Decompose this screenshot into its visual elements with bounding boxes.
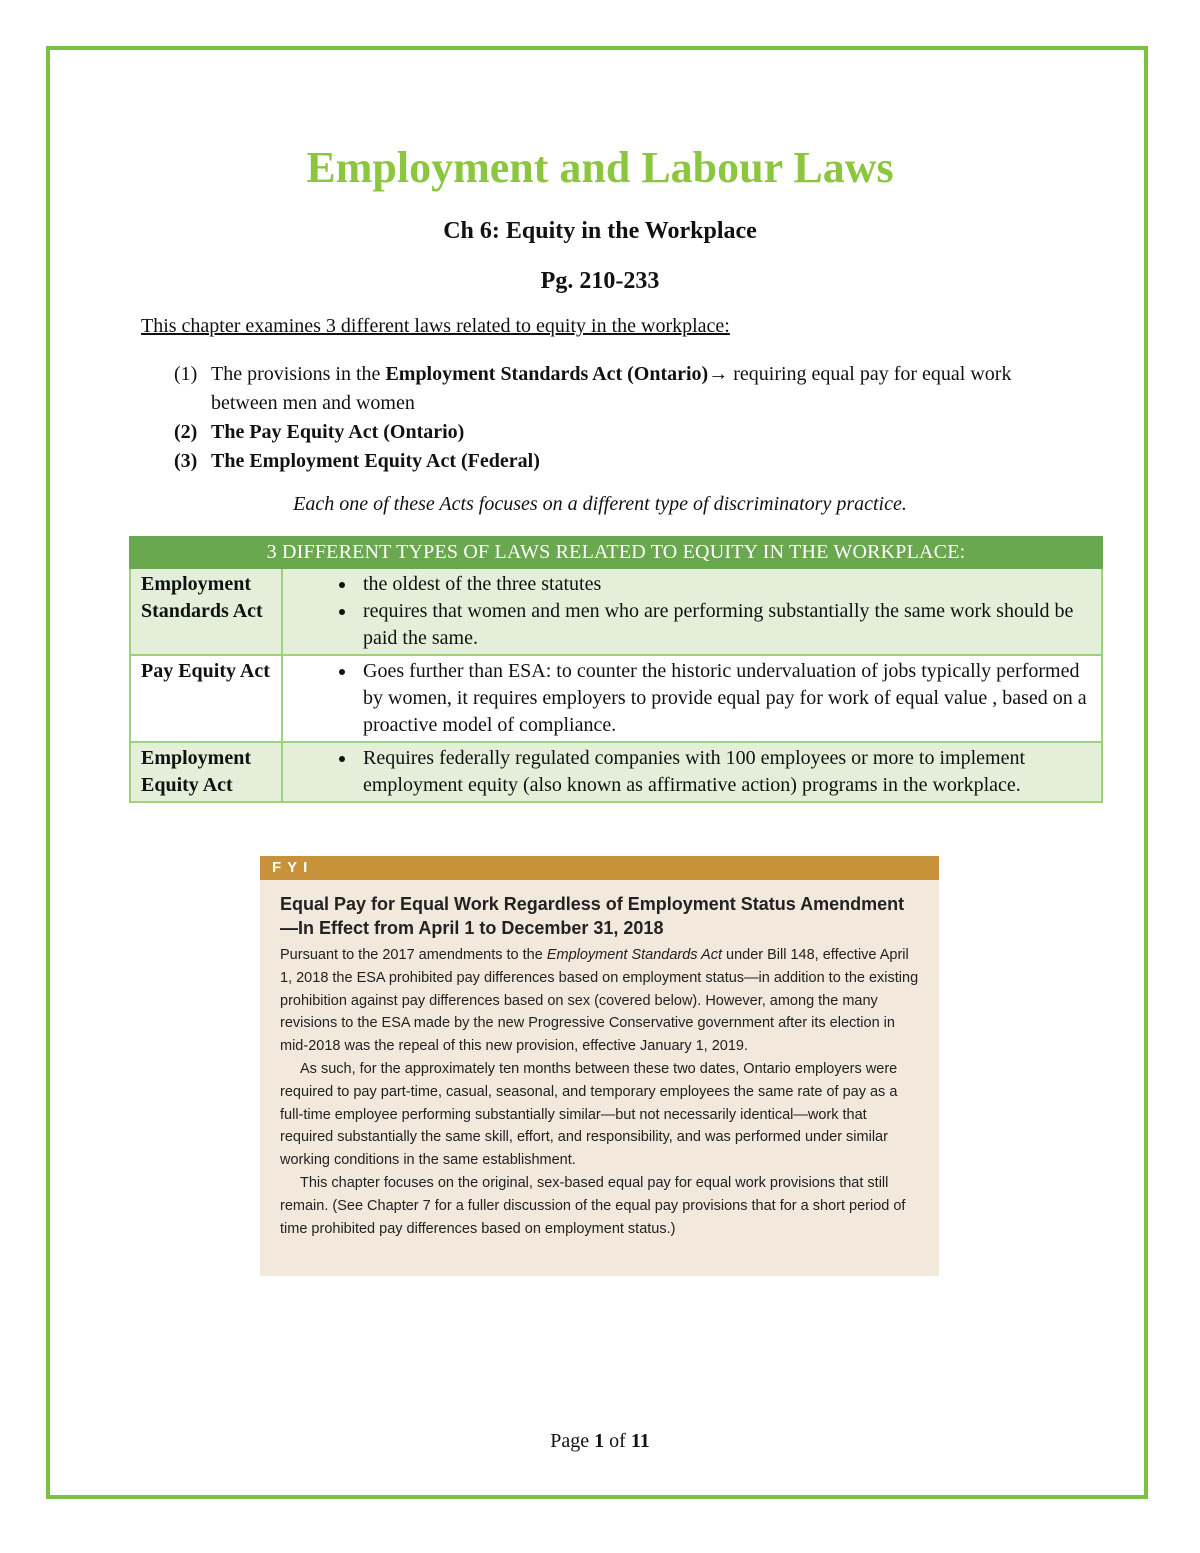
- law-number: (2): [174, 421, 198, 443]
- law-item-3: [141, 447, 1061, 476]
- law-description-cell: [282, 568, 1102, 655]
- law-description-cell: [282, 655, 1102, 742]
- of-label: of: [609, 1430, 626, 1452]
- fyi-body: [280, 944, 919, 1240]
- total-page-count: 11: [630, 1430, 650, 1452]
- fyi-text: Pursuant to the 2017 amendments to the: [280, 947, 547, 963]
- law-text-post: requiring equal pay for equal work between men and women: [211, 363, 1012, 414]
- intro-text: This chapter examines 3 different laws related to equity in the workplace:: [141, 315, 730, 337]
- page-footer: [0, 1430, 1200, 1453]
- chapter-subtitle: Ch 6: Equity in the Workplace: [443, 218, 757, 244]
- law-item-1: [141, 360, 1061, 418]
- table-row: [130, 655, 1102, 742]
- page-range: Pg. 210-233: [540, 268, 660, 294]
- law-number: (3): [174, 450, 198, 472]
- document-title: Employment and Labour Laws: [306, 143, 894, 192]
- table-header: 3 DIFFERENT TYPES OF LAWS RELATED TO EQUITY IN THE WORKPLACE:: [130, 537, 1102, 568]
- law-description-cell: [282, 742, 1102, 802]
- fyi-paragraph-3: This chapter focuses on the original, sex-based equal pay for equal work provisions that still remain. (See Chapter 7 for a fuller discussion of the equal pay provisions that for a short period of time prohibited pay differences based on employment status.): [280, 1174, 906, 1237]
- current-page-number: 1: [594, 1430, 605, 1452]
- law-name-cell: Employment Equity Act: [130, 742, 282, 802]
- law-name: The Employment Equity Act (Federal): [211, 450, 540, 472]
- fyi-act-name: Employment Standards Act: [546, 947, 722, 963]
- fyi-box: [260, 856, 939, 1276]
- fyi-paragraph-1: [280, 944, 919, 1058]
- law-name-cell: Pay Equity Act: [130, 655, 282, 742]
- fyi-paragraph-2: As such, for the approximately ten months between these two dates, Ontario employers were required to pay part-time, casual, seasonal, and temporary employees the same rate of pay as a full-time employee performing substantially similar—but not necessarily identical—work that required substantially the same skill, effort, and responsibility, and was performed under similar working conditions in the same establishment.: [280, 1060, 898, 1169]
- page-label: Page: [550, 1430, 590, 1452]
- law-item-2: [141, 418, 1061, 447]
- table-row: [130, 742, 1102, 802]
- law-name: The Pay Equity Act (Ontario): [211, 421, 465, 443]
- laws-list: [141, 360, 1061, 476]
- fyi-text: under Bill 148, effective April 1, 2018 the ESA prohibited pay differences based on employment status—in addition to the existing prohibition against pay differences based on sex (covered below). However, among the many revisions to the ESA made by the new Progressive Conservative government after its election in mid-2018 was the repeal of this new provision, effective January 1, 2019.: [280, 947, 919, 1055]
- law-name: Employment Standards Act (Ontario): [385, 363, 709, 385]
- law-text-pre: The provisions in the: [211, 363, 386, 385]
- table-row: [130, 568, 1102, 655]
- bullet-item: Goes further than ESA: to counter the historic undervaluation of jobs typically performed by women, it requires employers to provide equal pay for work of equal value , based on a proactive model of compliance.: [293, 658, 1091, 739]
- law-name-cell: Employment Standards Act: [130, 568, 282, 655]
- bullet-item: the oldest of the three statutes: [293, 571, 1091, 598]
- bullet-item: Requires federally regulated companies with 100 employees or more to implement employment equity (also known as affirmative action) programs in the workplace.: [293, 745, 1091, 799]
- laws-table: [129, 536, 1103, 803]
- law-number: (1): [174, 363, 198, 385]
- fyi-label: FYI: [260, 856, 939, 880]
- fyi-title: Equal Pay for Equal Work Regardless of Employment Status Amendment—In Effect from April 1 to December 31, 2018: [280, 894, 905, 938]
- bullet-item: requires that women and men who are performing substantially the same work should be paid the same.: [293, 598, 1091, 652]
- arrow-icon: →: [708, 363, 729, 385]
- focus-note: Each one of these Acts focuses on a different type of discriminatory practice.: [293, 493, 907, 515]
